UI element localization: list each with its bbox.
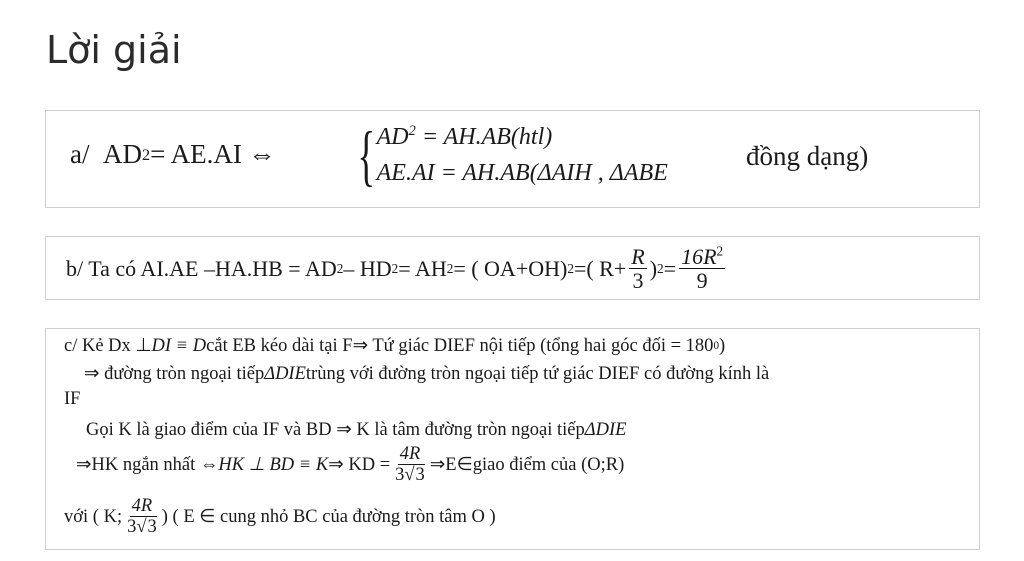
- part-a-lhs: AD: [103, 139, 142, 169]
- part-a-system-line-2: AE.AI = AH.AB(ΔAIH , ΔABE: [376, 160, 668, 186]
- part-c-line-4: Gọi K là giao điểm của IF và BD ⇒ K là tâm đường tròn ngoại tiếp ΔDIE: [86, 419, 627, 440]
- part-a-system: [350, 116, 668, 193]
- page-title: Lời giải: [46, 28, 182, 72]
- part-a-equation: a/ AD 2 = AE.AI ⇔: [70, 139, 276, 169]
- part-a-system-line-1: $AD^2 = AH.AB(htl)$: [376, 123, 553, 150]
- part-c-line-1: c/ Kẻ Dx ⊥ DI ≡ D cắt EB kéo dài tại F⇒ Tứ giác DIEF nội tiếp (tổng hai góc đối = 180 0 ): [64, 335, 726, 356]
- solution-part-c: [45, 328, 980, 550]
- system-brace: {: [357, 116, 376, 193]
- solution-part-a: [45, 110, 980, 208]
- fraction-4r-over-3sqrt3: $\frac{4R}{3√3}$: [395, 444, 425, 486]
- part-b-equation: b/ Ta có AI.AE –HA.HB = AD 2 – HD 2 = AH 2 = ( OA+OH) 2 =( R+ $\frac{R}{3}$ ) 2 = $\frac{16R^2}{9}$: [66, 243, 724, 294]
- part-c-line-3: IF: [64, 389, 81, 409]
- part-a-rhs: = AE.AI ⇔: [150, 139, 276, 169]
- fraction-r-over-3: $\frac{R}{3}$: [631, 244, 645, 294]
- fraction-16r2-over-9: $\frac{16R^2}{9}$: [681, 243, 724, 294]
- part-a-tail: đồng dạng): [746, 141, 869, 171]
- part-a-prefix: a/: [70, 139, 90, 169]
- part-c-line-5: ⇒HK ngắn nhất ⇔ HK ⊥ BD ≡ K ⇒ KD = $\frac{4R}{3√3}$ ⇒E∈giao điểm của (O;R): [76, 444, 625, 486]
- fraction-4r-over-3sqrt3: $\frac{4R}{3√3}$: [127, 496, 157, 538]
- solution-part-b: [45, 236, 980, 300]
- part-c-line-6: với ( K; $\frac{4R}{3√3}$ ) ( E ∈ cung nhỏ BC của đường tròn tâm O ): [64, 496, 496, 538]
- part-c-line-2: ⇒ đường tròn ngoại tiếp ΔDIE trùng với đường tròn ngoại tiếp tứ giác DIEF có đường kính là: [84, 363, 770, 384]
